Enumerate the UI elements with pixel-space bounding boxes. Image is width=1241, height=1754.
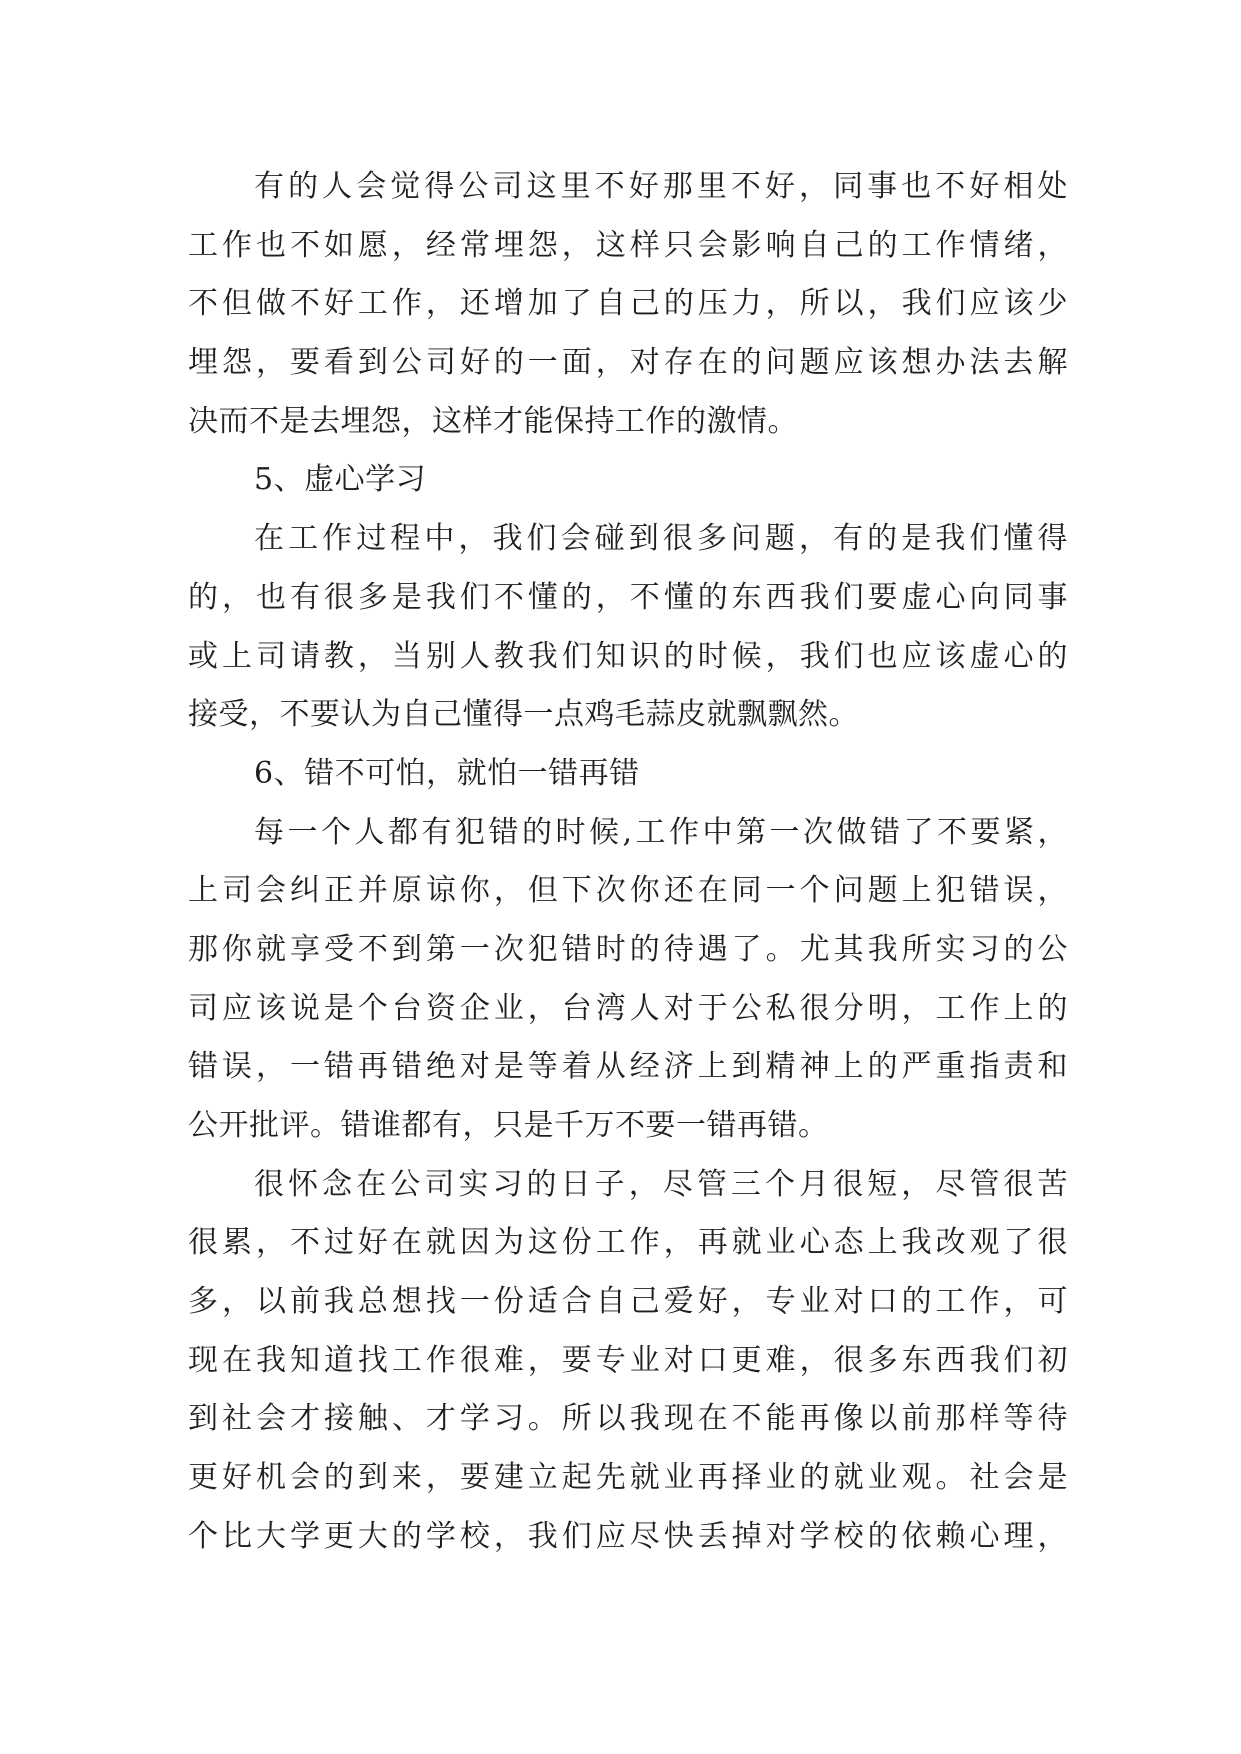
paragraph-line: 到社会才接触、才学习。所以我现在不能再像以前那样等待 xyxy=(188,1401,1068,1437)
paragraph-line: 错误，一错再错绝对是等着从经济上到精神上的严重指责和 xyxy=(188,1049,1068,1085)
paragraph-line: 接受，不要认为自己懂得一点鸡毛蒜皮就飘飘然。 xyxy=(188,697,859,733)
paragraph-line: 决而不是去埋怨，这样才能保持工作的激情。 xyxy=(188,403,798,439)
paragraph-line: 有的人会觉得公司这里不好那里不好，同事也不好相处 xyxy=(254,169,1068,204)
paragraph-line: 更好机会的到来，要建立起先就业再择业的就业观。社会是 xyxy=(188,1460,1068,1496)
paragraph-line: 多，以前我总想找一份适合自己爱好，专业对口的工作，可 xyxy=(188,1284,1068,1320)
paragraph-line: 司应该说是个台资企业，台湾人对于公私很分明，工作上的 xyxy=(188,990,1068,1026)
paragraph-line: 那你就享受不到第一次犯错时的待遇了。尤其我所实习的公 xyxy=(188,931,1068,967)
paragraph-line: 每一个人都有犯错的时候,工作中第一次做错了不要紧， xyxy=(254,814,1068,850)
paragraph-line: 很怀念在公司实习的日子，尽管三个月很短，尽管很苦 xyxy=(254,1166,1068,1202)
section-heading: 5、虚心学习 xyxy=(254,462,427,498)
paragraph-line: 不但做不好工作，还增加了自己的压力，所以，我们应该少 xyxy=(188,286,1068,322)
paragraph-line: 很累，不过好在就因为这份工作，再就业心态上我改观了很 xyxy=(188,1225,1068,1261)
paragraph-line: 上司会纠正并原谅你，但下次你还在同一个问题上犯错误， xyxy=(188,873,1068,909)
paragraph-line: 或上司请教，当别人教我们知识的时候，我们也应该虚心的 xyxy=(188,638,1068,674)
paragraph-line: 在工作过程中，我们会碰到很多问题，有的是我们懂得 xyxy=(254,521,1068,557)
paragraph-line: 的，也有很多是我们不懂的，不懂的东西我们要虚心向同事 xyxy=(188,579,1068,615)
paragraph-line: 工作也不如愿，经常埋怨，这样只会影响自己的工作情绪， xyxy=(188,227,1068,263)
paragraph-line: 埋怨，要看到公司好的一面，对存在的问题应该想办法去解 xyxy=(188,345,1068,381)
paragraph-line: 个比大学更大的学校，我们应尽快丢掉对学校的依赖心理， xyxy=(188,1518,1068,1554)
section-heading: 6、错不可怕，就怕一错再错 xyxy=(254,755,640,791)
document-body xyxy=(188,158,1068,1567)
paragraph-line: 现在我知道找工作很难，要专业对口更难，很多东西我们初 xyxy=(188,1342,1068,1378)
paragraph-line: 公开批评。错谁都有，只是千万不要一错再错。 xyxy=(188,1108,829,1143)
